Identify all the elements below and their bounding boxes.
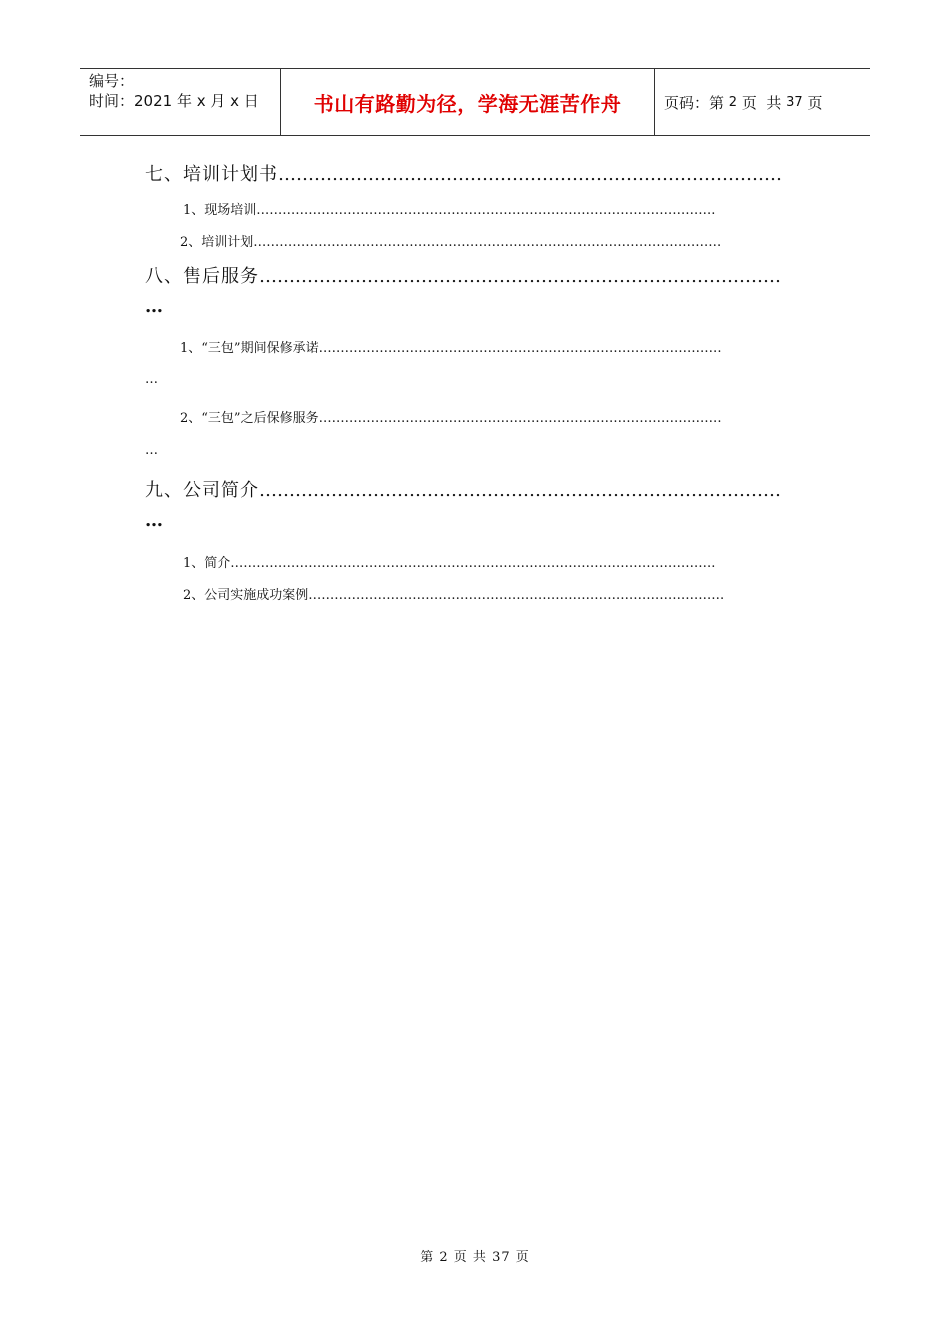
toc-item-label: 2、“三包”之后保修服务 <box>180 411 319 426</box>
header-meta <box>80 69 281 135</box>
header-page-number: 2 <box>728 94 738 110</box>
toc-section-7[interactable] <box>145 160 782 186</box>
toc-item-label: 2、公司实施成功案例 <box>183 588 309 603</box>
toc-leader-dots: …………………………………………………………………………… <box>259 266 781 287</box>
header-page-suffix: 页 <box>802 93 823 112</box>
toc-leader-continuation: … <box>145 372 158 387</box>
toc-item-label: 1、现场培训 <box>183 203 257 218</box>
toc-section-title: 九、公司简介 <box>145 480 259 501</box>
toc-leader-dots: ………………………………………………………………………………… <box>318 411 722 426</box>
toc-item-label: 1、简介 <box>183 556 231 571</box>
toc-section-8[interactable] <box>145 262 781 288</box>
toc-item-7-1[interactable] <box>183 199 715 218</box>
toc-leader-continuation: … <box>145 443 158 458</box>
toc-item-8-1[interactable] <box>180 337 722 356</box>
toc-leader-continuation: … <box>145 296 163 317</box>
toc-leader-dots: …………………………………………………………………………………… <box>308 588 725 603</box>
toc-section-title: 七、培训计划书 <box>145 164 278 185</box>
toc-item-8-2[interactable] <box>180 407 722 426</box>
toc-leader-dots: ………………………………………………………………………………… <box>318 341 722 356</box>
footer-page-number: 2 <box>439 1250 449 1265</box>
page-header <box>80 68 870 136</box>
toc-leader-dots: …………………………………………………………………………… <box>259 480 781 501</box>
toc-item-label: 1、“三包”期间保修承诺 <box>180 341 319 356</box>
header-page-info <box>655 69 870 135</box>
toc-section-title: 八、售后服务 <box>145 266 259 287</box>
header-motto: 书山有路勤为径，学海无涯苦作舟 <box>281 69 655 135</box>
footer-mid: 页 共 <box>448 1250 493 1265</box>
page-footer <box>0 1246 950 1265</box>
toc-leader-continuation: … <box>145 510 163 531</box>
toc-item-label: 2、培训计划 <box>180 235 254 250</box>
toc-leader-dots: ……………………………………………………………………………………………… <box>253 235 722 250</box>
toc-item-7-2[interactable] <box>180 231 721 250</box>
header-page-total: 37 <box>786 94 803 110</box>
footer-prefix: 第 <box>420 1250 440 1265</box>
document-time-label: 时间：2021 年 x 月 x 日 <box>89 92 259 110</box>
header-page-mid: 页 共 <box>737 93 787 112</box>
toc-item-9-2[interactable] <box>183 584 724 603</box>
toc-section-9[interactable] <box>145 476 781 502</box>
footer-suffix: 页 <box>510 1250 530 1265</box>
toc-leader-dots: ………………………………………………………………………… <box>278 164 782 185</box>
toc-item-9-1[interactable] <box>183 552 715 571</box>
footer-page-total: 37 <box>492 1250 511 1265</box>
document-number-label: 编号： <box>89 72 135 90</box>
header-page-prefix: 页码：第 <box>664 93 729 112</box>
toc-leader-dots: …………………………………………………………………………………………………. <box>230 556 716 571</box>
toc-leader-dots: ……………………………………………………………………………………………. <box>256 203 716 218</box>
